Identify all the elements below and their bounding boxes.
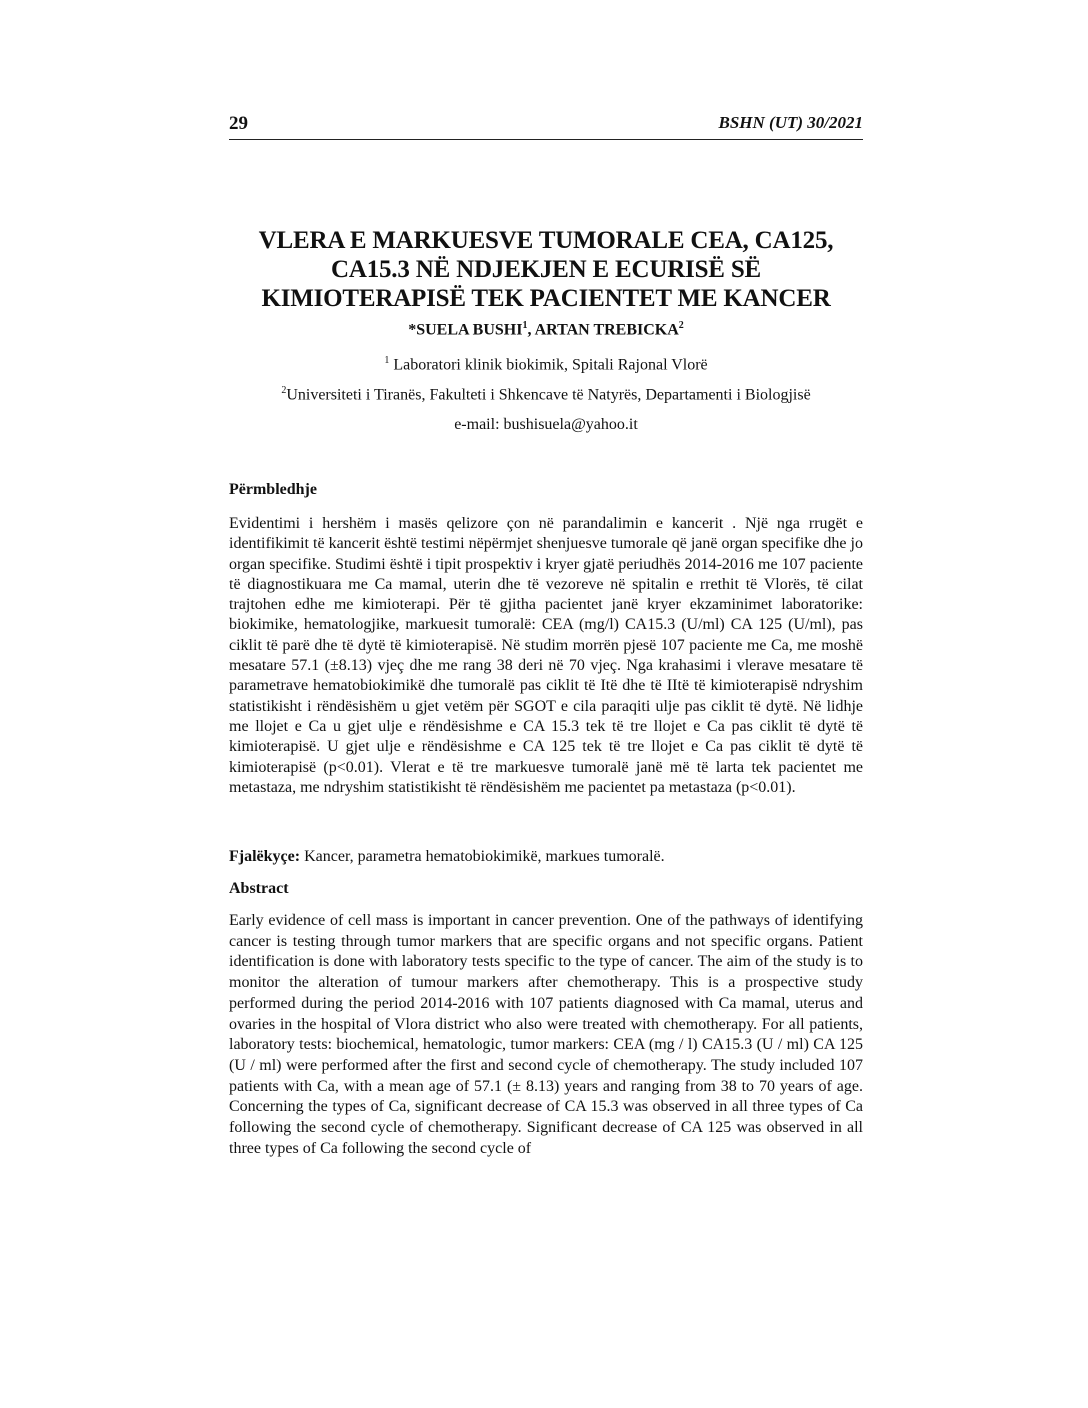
affiliation-1-text: Laboratori klinik biokimik, Spitali Rajonal Vlorë (389, 356, 708, 374)
author-2: ARTAN TREBICKA (534, 321, 679, 339)
affiliation-1 (229, 355, 863, 374)
author-list (229, 320, 863, 339)
title-line-2: CA15.3 NË NDJEKJEN E ECURISË SË (331, 256, 761, 283)
keywords-text: Kancer, parametra hematobiokimikë, markues tumoralë. (300, 848, 665, 865)
author-1: *SUELA BUSHI (408, 321, 523, 339)
affiliation-2 (229, 385, 863, 404)
author-2-affiliation-mark: 2 (678, 320, 684, 331)
affiliation-1-mark: 1 (384, 355, 390, 366)
title-line-3: KIMIOTERAPISË TEK PACIENTET ME KANCER (261, 285, 831, 312)
summary-paragraph: Evidentimi i hershëm i masës qelizore çon në parandalimin e kancerit . Një nga rrugët e identifikimit të kancerit është testimi nëpërmjet shenjuesve tumorale që janë organ specifike dhe jo organ specifike. Studimi është i tipit prospektiv i kryer gjatë periudhës 2014-2016 me 107 paciente të diagnostikuara me Ca mamal, uterin dhe të vezoreve në spitalin e rrethit të Vlorës, të cilat trajtohen edhe me kimioterapi. Për të gjitha pacientet janë kryer ekzaminimet laboratorike: biokimike, hematologjike, markuesit tumoralë: CEA (mg/l) CA15.3 (U/ml) CA 125 (U/ml), pas ciklit të parë dhe të dytë të kimioterapisë. Në studim morrën pjesë 107 paciente me Ca, me moshë mesatare 57.1 (±8.13) vjeç dhe me rang 38 deri në 70 vjeç. Nga krahasimi i vlerave mesatare të parametrave hematobiokimikë dhe tumoralë pas ciklit të Itë dhe të IItë të kimioterapisë ndryshim statistikisht i rëndësishëm u gjet vetëm për SGOT e cila paraqiti ulje pas ciklit të dytë. Në lidhje me llojet e Ca u gjet ulje e rëndësishme e CA 15.3 tek të tre llojet e Ca pas ciklit të dytë të kimioterapisë. U gjet ulje e rëndësishme e CA 125 tek të tre llojet e Ca pas ciklit të dytë të kimioterapisë (p<0.01). Vlerat e të tre markuesve tumoralë janë më të larta tek pacientet me metastaza, me ndryshim statistikisht të rëndësishëm me pacientet pa metastaza (p<0.01). (229, 515, 863, 796)
keywords (229, 848, 863, 866)
paper-title (229, 226, 863, 313)
journal-reference: BSHN (UT) 30/2021 (718, 113, 863, 132)
page-number: 29 (229, 113, 248, 134)
summary-heading: Përmbledhje (229, 481, 317, 498)
title-line-1: VLERA E MARKUESVE TUMORALE CEA, CA125, (258, 227, 834, 254)
contact-email[interactable]: e-mail: bushisuela@yahoo.it (454, 416, 638, 433)
keywords-label: Fjalëkyçe: (229, 848, 301, 865)
affiliation-2-text: Universiteti i Tiranës, Fakulteti i Shkencave të Natyrës, Departamenti i Biologjisë (286, 386, 811, 404)
abstract-paragraph: Early evidence of cell mass is important in cancer prevention. One of the pathways of identifying cancer is testing through tumor markers that are specific organs and not specific organs. Patient identification is done with laboratory tests specific to the type of cancer. The aim of the study is to monitor the alteration of tumour markers after chemotherapy. This is a prospective study performed during the period 2014-2016 with 107 patients diagnosed with Ca mamal, uterus and ovaries in the hospital of Vlora district who also were treated with chemotherapy. For all patients, laboratory tests: biochemical, hematologic, tumor markers: CEA (mg / l) CA15.3 (U / ml) CA 125 (U / ml) were performed after the first and second cycle of chemotherapy. The study included 107 patients with Ca, with a mean age of 57.1 (± 8.13) years and ranging from 38 to 70 years of age. Concerning the types of Ca, significant decrease of CA 15.3 was observed in all three types of Ca following the second cycle of chemotherapy. Significant decrease of CA 125 was observed in all three types of Ca following the second cycle of (229, 912, 863, 1157)
affiliation-2-mark: 2 (281, 385, 287, 396)
author-separator: , (527, 321, 535, 339)
author-1-affiliation-mark: 1 (522, 320, 528, 331)
abstract-heading: Abstract (229, 880, 289, 897)
running-header (229, 113, 863, 140)
